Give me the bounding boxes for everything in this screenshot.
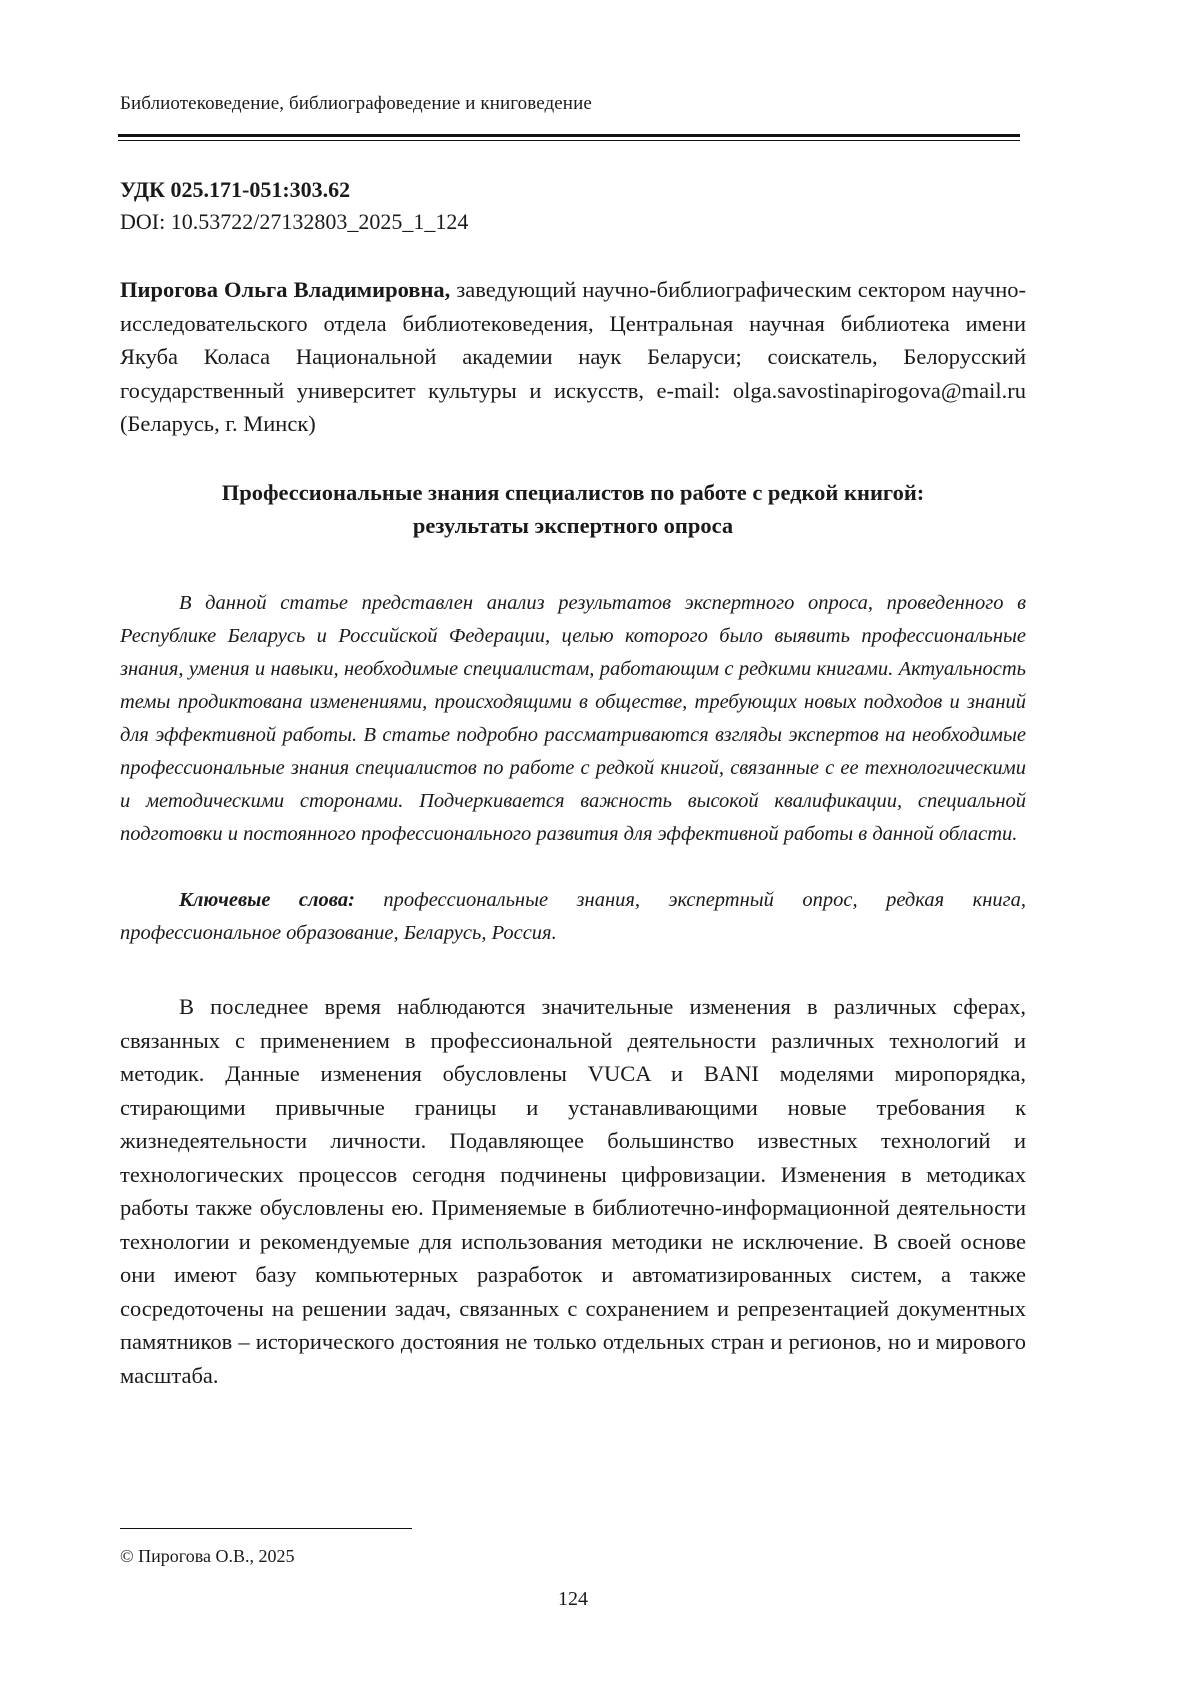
page-number: 124: [558, 1588, 588, 1610]
header-rule-thin: [118, 140, 1020, 141]
keywords: [120, 884, 1026, 950]
header-rule-thick: [118, 134, 1020, 137]
author-name: Пирогова Ольга Владимировна,: [120, 277, 451, 302]
article-title: [120, 476, 1026, 542]
doi: DOI: 10.53722/27132803_2025_1_124: [120, 209, 469, 234]
article-title-line-2: результаты экспертного опроса: [412, 513, 734, 538]
footnote-rule: [120, 1528, 412, 1529]
author-affiliation: заведующий научно-библиографическим сектором научно-исследовательского отдела библиотековедения, Центральная научная библиотека имени Якуба Коласа Национальной академии наук Беларуси; соискатель, Белорусский государственный университет культуры и искусств, e-mail: olga.savostinapirogova@mail.ru (Беларусь, г. Минск): [120, 277, 1026, 436]
udk-code: УДК 025.171-051:303.62: [120, 177, 351, 202]
copyright-footnote: © Пирогова О.В., 2025: [120, 1546, 295, 1566]
keywords-label: Ключевые слова:: [179, 889, 355, 911]
body-paragraph: В последнее время наблюдаются значительные изменения в различных сферах, связанных с применением в профессиональной деятельности различных технологий и методик. Данные изменения обусловлены VUCA и BANI моделями миропорядка, стирающими привычные границы и устанавливающими новые требования к жизнедеятельности личности. Подавляющее большинство известных технологий и технологических процессов сегодня подчинены цифровизации. Изменения в методиках работы также обусловлены ею. Применяемые в библиотечно-информационной деятельности технологии и рекомендуемые для использования методики не исключение. В своей основе они имеют базу компьютерных разработок и автоматизированных систем, а также сосредоточены на решении задач, связанных с сохранением и репрезентацией документных памятников – исторического достояния не только отдельных стран и регионов, но и мирового масштаба.: [120, 994, 1026, 1388]
author-block: [120, 273, 1026, 441]
keywords-text: профессиональные знания, экспертный опрос, редкая книга, профессиональное образование, Беларусь, Россия.: [120, 889, 1026, 944]
abstract: В данной статье представлен анализ результатов экспертного опроса, проведенного в Республике Беларусь и Российской Федерации, целью которого было выявить профессиональные знания, умения и навыки, необходимые специалистам, работающим с редкими книгами. Актуальность темы продиктована изменениями, происходящими в обществе, требующих новых подходов и знаний для эффективной работы. В статье подробно рассматриваются взгляды экспертов на необходимые профессиональные знания специалистов по работе с редкой книгой, связанные с ее технологическими и методическими сторонами. Подчеркивается важность высокой квалификации, специальной подготовки и постоянного профессионального развития для эффективной работы в данной области.: [120, 592, 1026, 845]
article-title-line-1: Профессиональные знания специалистов по работе с редкой книгой:: [221, 480, 925, 505]
running-head: Библиотековедение, библиографоведение и книговедение: [120, 93, 592, 114]
